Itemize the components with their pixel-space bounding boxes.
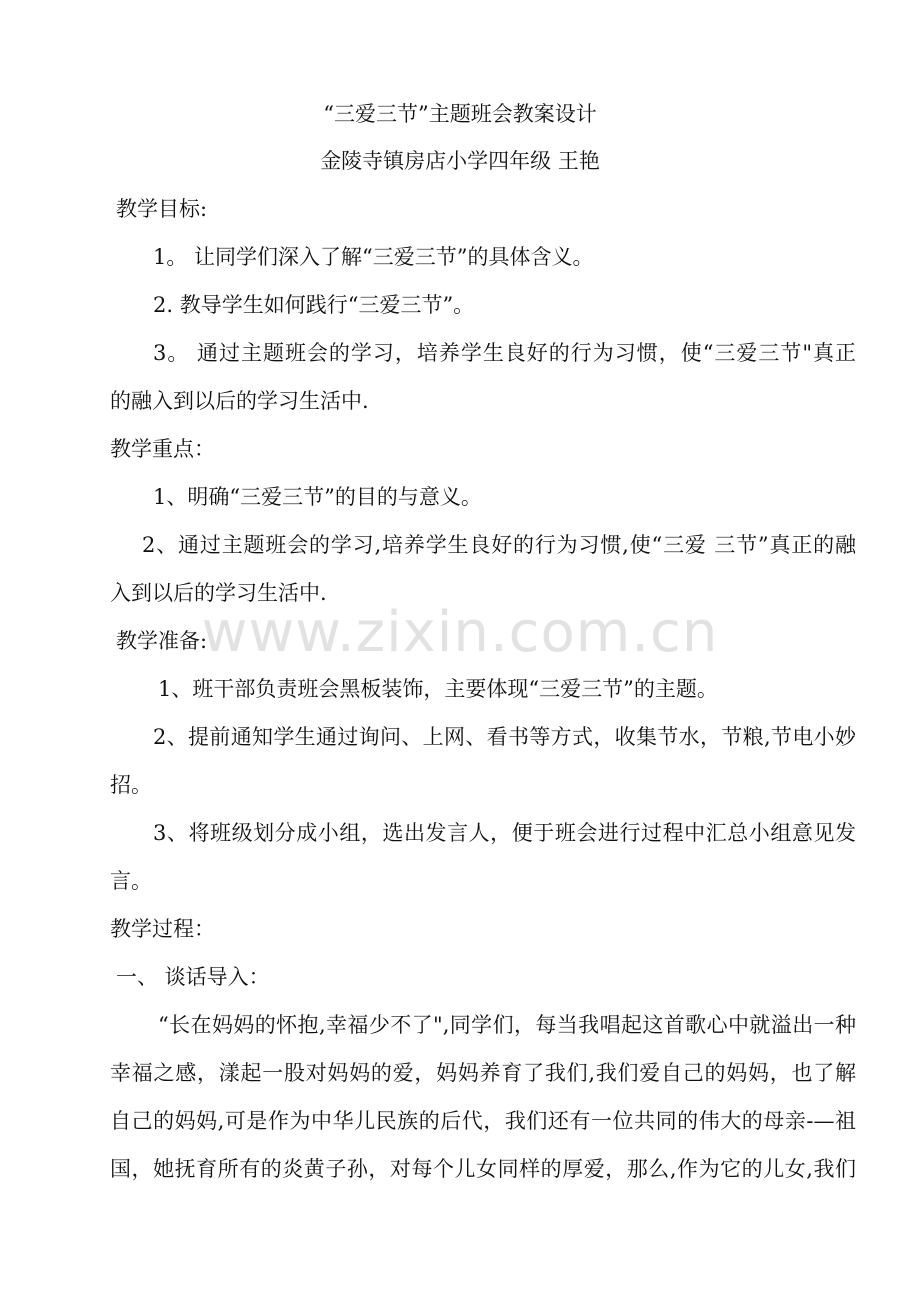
prep-item-3-line-1: 3、将班级划分成小组，选出发言人，便于班会进行过程中汇总小组意见发 (153, 821, 856, 845)
focus-heading: 教学重点： (110, 437, 215, 461)
focus-item-2-line-2: 入到以后的学习生活中. (110, 581, 327, 605)
focus-item-2-line-1: 2、通过主题班会的学习,培养学生良好的行为习惯,使“三爱 三节”真正的融 (142, 533, 856, 557)
objectives-heading: 教学目标: (116, 197, 208, 221)
objective-item-3-line-1: 3。 通过主题班会的学习，培养学生良好的行为习惯，使“三爱三节"真正 (153, 341, 856, 365)
paragraph-line-1: “长在妈妈的怀抱,幸福少不了",同学们，每当我唱起这首歌心中就溢出一种 (158, 1013, 856, 1037)
paragraph-line-3: 自己的妈妈,可是作为中华儿民族的后代，我们还有一位共同的伟大的母亲-—祖 (110, 1109, 856, 1133)
prep-item-2-line-1: 2、提前通知学生通过询问、上网、看书等方式，收集节水，节粮,节电小妙 (153, 725, 856, 749)
objective-item-2: 2. 教导学生如何践行“三爱三节”。 (153, 293, 475, 317)
document-subtitle: 金陵寺镇房店小学四年级 王艳 (320, 149, 600, 173)
section-1-heading: 一、 谈话导入： (116, 965, 270, 989)
objective-item-1: 1。 让同学们深入了解“三爱三节”的具体含义。 (153, 245, 594, 269)
prep-item-2-line-2: 招。 (110, 773, 152, 797)
paragraph-line-4: 国，她抚育所有的炎黄子孙，对每个儿女同样的厚爱，那么,作为它的儿女,我们 (110, 1157, 856, 1181)
prep-item-1: 1、班干部负责班会黑板装饰，主要体现“三爱三节”的主题。 (158, 677, 718, 701)
prep-item-3-line-2: 言。 (110, 869, 152, 893)
paragraph-line-2: 幸福之感，漾起一股对妈妈的爱，妈妈养育了我们,我们爱自己的妈妈，也了解 (110, 1061, 856, 1085)
watermark: www.zixin.com.cn (201, 600, 719, 665)
prep-heading: 教学准备: (116, 629, 208, 653)
document-title: “三爱三节”主题班会教案设计 (323, 102, 597, 126)
process-heading: 教学过程： (110, 917, 215, 941)
objective-item-3-line-2: 的融入到以后的学习生活中. (110, 389, 369, 413)
focus-item-1: 1、明确“三爱三节”的目的与意义。 (153, 485, 482, 509)
